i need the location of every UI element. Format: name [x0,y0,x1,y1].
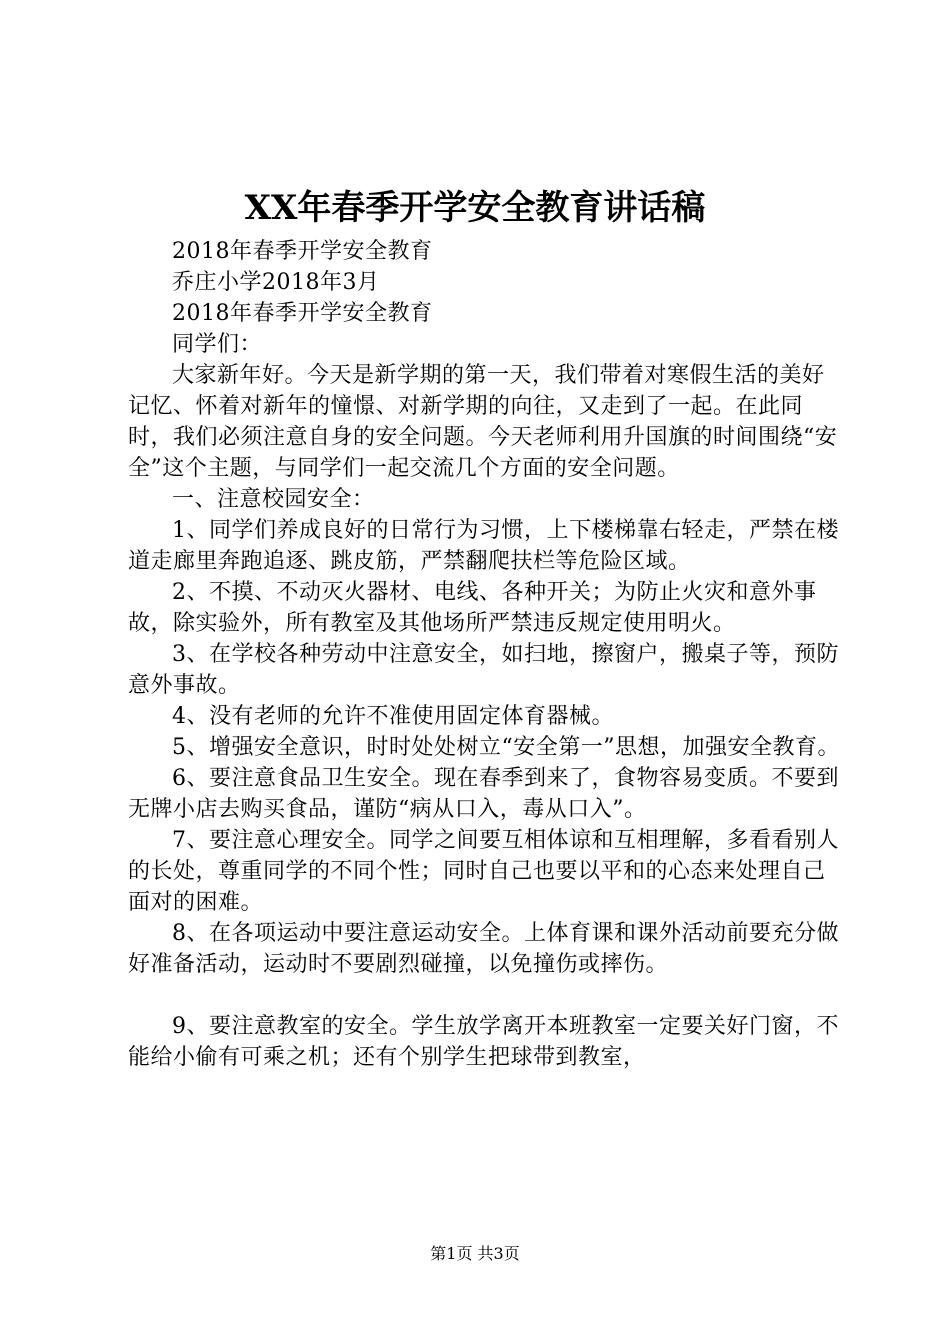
list-item-7: 7、要注意心理安全。同学之间要互相体谅和互相理解，多看看别人的长处，尊重同学的不同个性；同时自己也要以平和的心态来处理自己面对的困难。 [128,828,839,915]
document-title: XX年春季开学安全教育讲话稿 [244,188,706,228]
paragraph-heading: 2018年春季开学安全教育 [172,301,433,326]
list-item-2: 2、不摸、不动灭火器材、电线、各种开关；为防止火灾和意外事故，除实验外，所有教室及其他场所严禁违反规定使用明火。 [128,580,817,636]
page-number-footer: 第1页 共3页 [430,1244,520,1263]
section-heading-campus-safety: 一、注意校园安全： [172,487,375,512]
paragraph-subtitle: 2018年春季开学安全教育 [172,239,433,264]
document-body [128,236,840,1073]
paragraph-school-date: 乔庄小学2018年3月 [172,270,380,295]
list-item-9: 9、要注意教室的安全。学生放学离开本班教室一定要关好门窗，不能给小偷有可乘之机；还有个别学生把球带到教室， [128,1014,839,1070]
list-item-6: 6、要注意食品卫生安全。现在春季到来了，食物容易变质。不要到无牌小店去购买食品，谨防“病从口入，毒从口入”。 [128,766,839,822]
paragraph-intro: 大家新年好。今天是新学期的第一天，我们带着对寒假生活的美好记忆、怀着对新年的憧憬、对新学期的向往，又走到了一起。在此同时，我们必须注意自身的安全问题。今天老师利用升国旗的时间围绕“安全”这个主题，与同学们一起交流几个方面的安全问题。 [128,363,838,481]
list-item-1: 1、同学们养成良好的日常行为习惯，上下楼梯靠右轻走，严禁在楼道走廊里奔跑追逐、跳皮筋，严禁翻爬扶栏等危险区域。 [128,518,839,574]
paragraph-salutation: 同学们： [172,332,263,357]
list-item-5: 5、增强安全意识，时时处处树立“安全第一”思想，加强安全教育。 [172,735,840,760]
list-item-4: 4、没有老师的允许不准使用固定体育器械。 [172,704,614,729]
list-item-8: 8、在各项运动中要注意运动安全。上体育课和课外活动前要充分做好准备活动，运动时不要剧烈碰撞，以免撞伤或摔伤。 [128,921,839,977]
list-item-3: 3、在学校各种劳动中注意安全，如扫地，擦窗户，搬桌子等，预防意外事故。 [128,642,839,698]
